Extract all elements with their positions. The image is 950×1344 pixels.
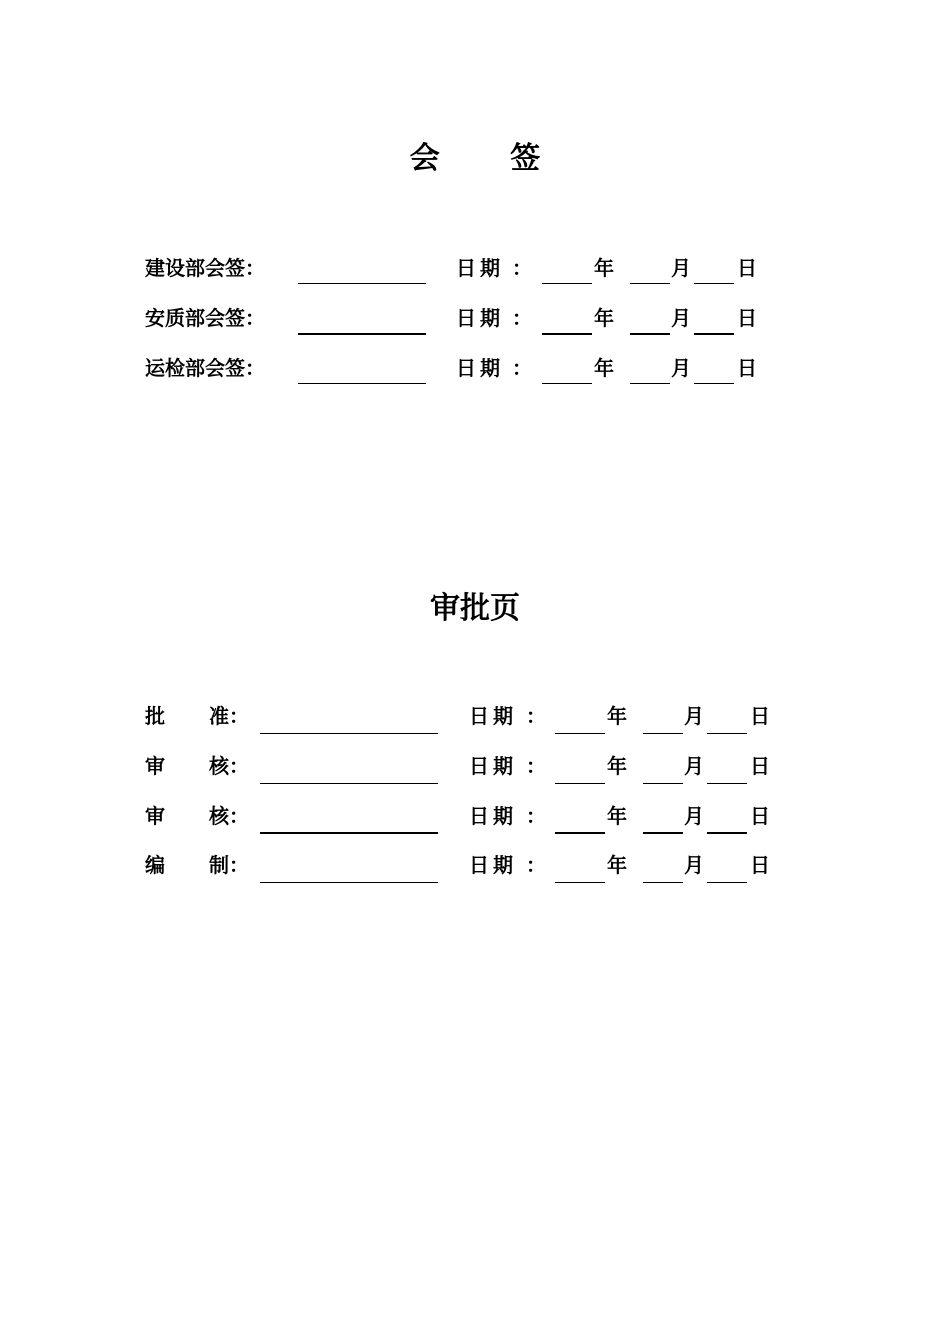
countersign-label: 建设部会签： xyxy=(145,256,265,280)
date-colon: ： xyxy=(526,704,546,728)
date-colon: ： xyxy=(526,853,546,877)
date-colon: ： xyxy=(526,754,546,778)
year-label: 年 xyxy=(594,356,614,380)
date-colon: ： xyxy=(512,256,532,280)
year-line[interactable] xyxy=(555,783,605,784)
month-label: 月 xyxy=(684,804,704,828)
month-line[interactable] xyxy=(643,783,683,784)
year-label: 年 xyxy=(607,804,627,828)
month-label: 月 xyxy=(684,704,704,728)
role-label-second: 准： xyxy=(209,704,249,728)
month-line[interactable] xyxy=(630,283,670,284)
day-label: 日 xyxy=(737,256,757,280)
countersign-row xyxy=(0,253,950,283)
date-label: 日期 xyxy=(456,256,504,280)
day-line[interactable] xyxy=(694,333,734,335)
day-label: 日 xyxy=(750,804,770,828)
approval-row xyxy=(0,850,950,880)
day-line[interactable] xyxy=(694,283,734,284)
role-label-first: 批 xyxy=(145,704,165,728)
year-line[interactable] xyxy=(555,733,605,734)
year-line[interactable] xyxy=(542,333,592,335)
signature-line[interactable] xyxy=(260,783,438,784)
month-label: 月 xyxy=(684,853,704,877)
countersign-title: 会 签 xyxy=(409,141,541,176)
signature-line[interactable] xyxy=(298,283,426,284)
signature-line[interactable] xyxy=(260,882,438,883)
date-colon: ： xyxy=(512,356,532,380)
day-line[interactable] xyxy=(707,882,747,883)
month-line[interactable] xyxy=(630,383,670,384)
year-line[interactable] xyxy=(542,383,592,384)
signature-line[interactable] xyxy=(298,333,426,335)
approval-row xyxy=(0,801,950,831)
month-label: 月 xyxy=(671,256,691,280)
date-label: 日期 xyxy=(456,306,504,330)
month-label: 月 xyxy=(671,306,691,330)
countersign-row xyxy=(0,303,950,333)
year-label: 年 xyxy=(607,704,627,728)
day-label: 日 xyxy=(750,704,770,728)
signature-line[interactable] xyxy=(260,832,438,834)
role-label-second: 核： xyxy=(209,754,249,778)
date-label: 日期 xyxy=(456,356,504,380)
role-label-first: 审 xyxy=(145,754,165,778)
date-colon: ： xyxy=(526,804,546,828)
countersign-label: 运检部会签： xyxy=(145,356,265,380)
year-line[interactable] xyxy=(542,283,592,284)
date-colon: ： xyxy=(512,306,532,330)
day-line[interactable] xyxy=(707,733,747,734)
signature-line[interactable] xyxy=(260,733,438,734)
year-line[interactable] xyxy=(555,832,605,834)
year-label: 年 xyxy=(594,306,614,330)
year-label: 年 xyxy=(607,754,627,778)
day-line[interactable] xyxy=(707,783,747,784)
date-label: 日期 xyxy=(469,853,517,877)
day-label: 日 xyxy=(750,853,770,877)
month-label: 月 xyxy=(684,754,704,778)
approval-title: 审批页 xyxy=(430,591,520,626)
day-label: 日 xyxy=(737,356,757,380)
day-label: 日 xyxy=(737,306,757,330)
month-line[interactable] xyxy=(630,333,670,335)
month-line[interactable] xyxy=(643,832,683,834)
role-label-second: 核： xyxy=(209,804,249,828)
role-label-first: 编 xyxy=(145,853,165,877)
date-label: 日期 xyxy=(469,754,517,778)
approval-row xyxy=(0,751,950,781)
month-line[interactable] xyxy=(643,733,683,734)
countersign-label: 安质部会签： xyxy=(145,306,265,330)
date-label: 日期 xyxy=(469,704,517,728)
day-label: 日 xyxy=(750,754,770,778)
signature-line[interactable] xyxy=(298,383,426,384)
year-line[interactable] xyxy=(555,882,605,883)
role-label-first: 审 xyxy=(145,804,165,828)
day-line[interactable] xyxy=(707,832,747,834)
date-label: 日期 xyxy=(469,804,517,828)
role-label-second: 制： xyxy=(209,853,249,877)
day-line[interactable] xyxy=(694,383,734,384)
month-line[interactable] xyxy=(643,882,683,883)
year-label: 年 xyxy=(607,853,627,877)
year-label: 年 xyxy=(594,256,614,280)
approval-row xyxy=(0,701,950,731)
countersign-row xyxy=(0,353,950,383)
month-label: 月 xyxy=(671,356,691,380)
